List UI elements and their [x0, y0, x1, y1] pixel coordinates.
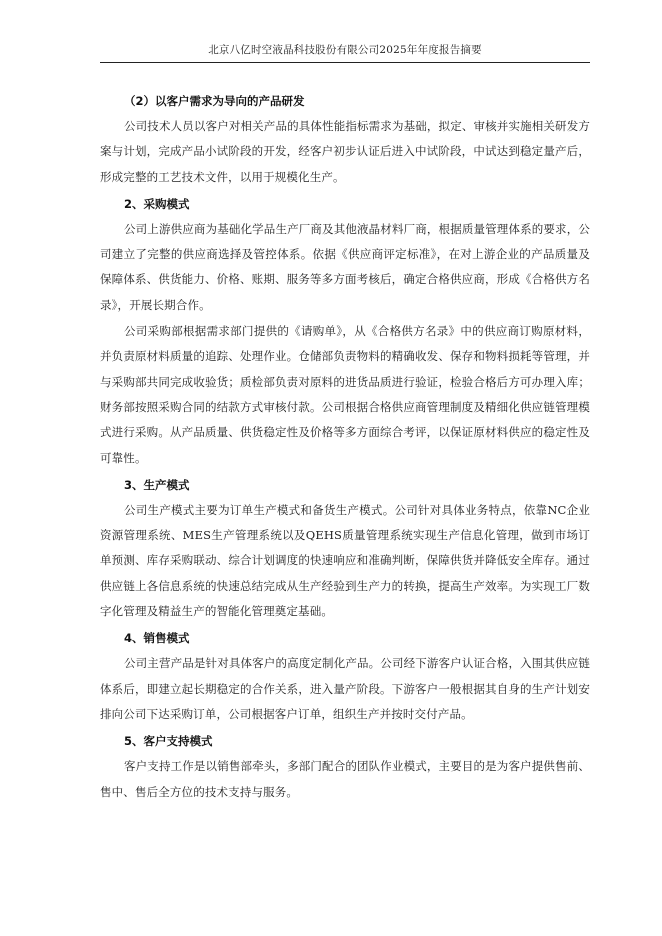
section-customer-support-model [100, 728, 590, 805]
paragraph: 公司技术人员以客户对相关产品的具体性能指标需求为基础，拟定、审核并实施相关研发方案与计划，完成产品小试阶段的开发，经客户初步认证后进入中试阶段，中试达到稳定量产后，形成完整的工艺技术文件，以用于规模化生产。 [100, 119, 590, 184]
section-heading: 3、生产模式 [124, 477, 190, 492]
section-production-model [100, 472, 590, 624]
section-procurement-model [100, 191, 590, 471]
running-header: 北京八亿时空液晶科技股份有限公司2025年年度报告摘要 [208, 44, 482, 56]
section-heading: 5、客户支持模式 [124, 734, 213, 749]
section-heading: 4、销售模式 [124, 631, 190, 646]
paragraph: 公司采购部根据需求部门提供的《请购单》，从《合格供方名录》中的供应商订购原材料，并负责原材料质量的追踪、处理作业。仓储部负责物料的精确收发、保存和物料损耗等管理，并与采购部共同完成收验货；质检部负责对原料的进货品质进行验证，检验合格后方可办理入库；财务部按照采购合同的结款方式审核付款。公司根据合格供应商管理制度及精细化供应链管理模式进行采购。从产品质量、供货稳定性及价格等多方面综合考评，以保证原材料供应的稳定性及可靠性。 [100, 324, 590, 465]
header-rule [100, 62, 590, 63]
paragraph: 公司上游供应商为基础化学品生产厂商及其他液晶材料厂商，根据质量管理体系的要求，公司建立了完整的供应商选择及管控体系。依据《供应商评定标准》，在对上游企业的产品质量及保障体系、供货能力、价格、账期、服务等多方面考核后，确定合格供应商，形成《合格供方名录》，开展长期合作。 [100, 221, 590, 312]
section-heading: 2、采购模式 [124, 196, 190, 211]
section-heading: （2）以客户需求为导向的产品研发 [124, 94, 305, 108]
section-sales-model [100, 625, 590, 727]
document-body [100, 88, 590, 806]
paragraph: 公司生产模式主要为订单生产模式和备货生产模式。公司针对具体业务特点，依靠NC企业资源管理系统、MES生产管理系统以及QEHS质量管理系统实现生产信息化管理，做到市场订单预测、库存采购联动、综合计划调度的快速响应和准确判断，保障供货并降低安全库存。通过供应链上各信息系统的快速总结完成从生产经验到生产力的转换，提高生产效率。为实现工厂数字化管理及精益生产的智能化管理奠定基础。 [100, 502, 590, 619]
paragraph: 公司主营产品是针对具体客户的高度定制化产品。公司经下游客户认证合格，入围其供应链体系后，即建立起长期稳定的合作关系，进入量产阶段。下游客户一般根据其自身的生产计划安排向公司下达采购订单，公司根据客户订单，组织生产并按时交付产品。 [100, 656, 590, 721]
paragraph: 客户支持工作是以销售部牵头，多部门配合的团队作业模式，主要目的是为客户提供售前、售中、售后全方位的技术支持与服务。 [100, 759, 590, 799]
section-rd-customer-oriented [100, 88, 590, 190]
